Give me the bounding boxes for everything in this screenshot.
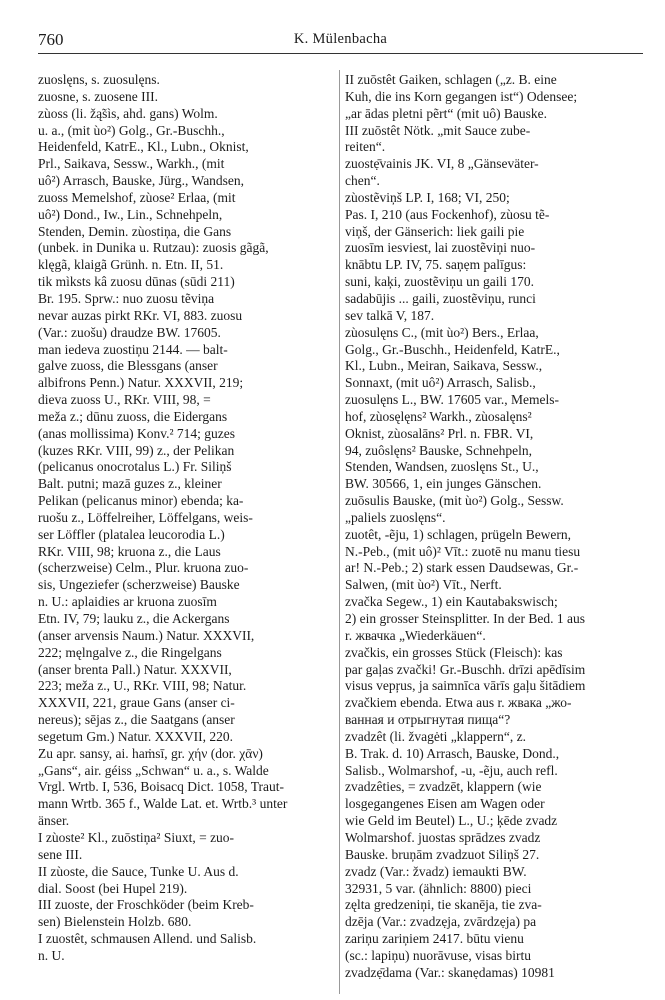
dictionary-entry: zuōsulis Bauske, (mit ùo²) Golg., Sessw. „paliels zuoslęns“. <box>345 493 564 525</box>
dictionary-entry: zuoslęns, s. zuosulęns. zuosne, s. zuosene III. zùoss (li. žą̃sìs, ahd. gans) Wolm. u. a., (mit ùo²) Golg., Gr.-Buschh., Heidenfeld, KatrE., Kl., Lubn., Oknist, Prl., Saikava, Sessw., Warkh., (mit uô²) Arrasch, Bauske, Jürg., Wandsen, zuoss Memelshof, zùose² Erlaa, (mit uô²) Dond., Iw., Lin., Schnehpeln, Stenden, Demin. zùostiņa, die Gans (unbek. in Dunika u. Rutzau): zuosis gãgã, klęgã, klaigã Grünh. n. Etn. II, 51. tik mìksts kâ zuosu dūnas (sūdi 211) Br. 195. Sprw.: nuo zuosu tẽviņa nevar auzas pirkt RKr. VI, 883. zuosu (Var.: zuošu) draudze BW. 17605. man iedeva zuostiņu 2144. — balt- galve zuoss, die Blessgans (anser albifrons Penn.) Natur. XXXVII, 219; dieva zuoss U., RKr. VIII, 98, = meža z.; dūnu zuoss, die Eidergans (anas mollissima) Konv.² 714; guzes (kuzes RKr. VIII, 99) z., der Pelikan (pelicanus onocrotalus L.) Fr. Siliņš Balt. putni; mazā guzes z., kleiner Pelikan (pelicanus minor) ebenda; ka- ruošu z., Löffelreiher, Löffelgans, weis- ser Löffler (platalea leucorodia L.) RKr. VIII, 98; kruona z., die Laus (scherzweise) Celm., Plur. kruona zuo- sis, Ungeziefer (scherzweise) Bauske n. U.: aplaidies ar kruona zuosīm Etn. IV, 79; lauku z., die Ackergans (anser arvensis Naum.) Natur. XXXVII, 222; męlngalve z., die Ringelgans (anser brenta Pall.) Natur. XXXVII, 223; meža z., U., RKr. VIII, 98; Natur. XXXVII, 221, graue Gans (anser ci- nereus); sējas z., die Saatgans (anser segetum Gm.) Natur. XXXVII, 220. Zu apr. sansy, ai. haṁsī, gr. χήν (dor. χᾱν) „Gans“, air. géiss „Schwan“ u. a., s. Walde Vrgl. Wrtb. I, 536, Boisacq Dict. 1058, Traut- mann Wrtb. 365 f., Walde Lat. et. Wrtb.³ unter änser. <box>38 72 288 829</box>
dictionary-entry: III zuōstêt Nötk. „mit Sauce zube- reiten“. <box>345 122 531 155</box>
column-divider <box>339 70 340 994</box>
header-rule <box>38 53 643 54</box>
left-column <box>38 72 332 965</box>
dictionary-entry: zuotêt, -ẽju, 1) schlagen, prügeln Bewern, N.-Peb., (mit uô)² Vīt.: zuotē nu manu tiesu ar! N.-Peb.; 2) stark essen Daudsewas, Gr.- Salwen, (mit ùo²) Vīt., Nerft. <box>345 526 581 593</box>
dictionary-entry: I zuostêt, schmausen Allend. und Salisb. n. U. <box>38 931 257 963</box>
dictionary-entry: zvačkis, ein grosses Stück (Fleisch): kas par gaļas zvački! Gr.-Buschh. drīzi apēdīsim visus vepŗus, ja saimnīca vārīs gaļu šitādiem zvačkiem ebenda. Etwa aus r. жвака „жо- ванная и отрыгнутая пища“? <box>345 644 586 728</box>
dictionary-entry: III zuoste, der Froschköder (beim Kreb- sen) Bielenstein Holzb. 680. <box>38 897 254 930</box>
page-header <box>38 30 643 52</box>
dictionary-entry: zùosulęns C., (mit ùo²) Bers., Erlaa, Golg., Gr.-Buschh., Heidenfeld, KatrE., Kl., Lubn., Meiran, Saikava, Sessw., Sonnaxt, (mit uô²) Arrasch, Salisb., zuosulęns L., BW. 17605 var., Memels- hof, zùosęlęns² Warkh., zùosalęns² Oknist, zùosalāns² Prl. n. FBR. VI, 94, zuôslęns² Bauske, Schnehpeln, Stenden, Wandsen, zuoslęns St., U., BW. 30566, 1, ein junges Gänschen. <box>345 324 560 492</box>
dictionary-entry: zùostẽviņš LP. I, 168; VI, 250; Pas. I, 210 (aus Fockenhof), zùosu tẽ- viņš, der Gänserich: liek gaili pie zuosīm iesviest, lai zuostẽviņi nuo- knābtu LP. IV, 75. saņẹm palīgus: suni, kaķi, zuostẽviņu un gaili 170. sadabūjis ... gaili, zuostẽviņu, runci sev talkā V, 187. <box>345 189 550 323</box>
dictionary-entry: II zùoste, die Sauce, Tunke U. Aus d. dial. Soost (bei Hupel 219). <box>38 863 239 896</box>
dictionary-entry: II zuōstêt Gaiken, schlagen („z. B. eine Kuh, die ins Korn gegangen ist“) Odensee; „ar ādas pletni pẽrt“ (mit uô) Bauske. <box>345 72 578 121</box>
right-column <box>345 72 637 982</box>
dictionary-entry: zuostẹ̄vainis JK. VI, 8 „Gänseväter- chen“. <box>345 156 539 189</box>
dictionary-entry: I zùoste² Kl., zuōstiņa² Siuxt, = zuo- sene III. <box>38 829 235 862</box>
dictionary-entry: zvačka Segew., 1) ein Kautabakswisch; 2) ein grosser Steinsplitter. In der Bed. 1 aus r. жвачка „Wiederkäuen“. <box>345 594 585 643</box>
page-number: 760 <box>38 30 64 49</box>
dictionary-entry: zvadzêt (li. žvagėti „klappern“, z. B. Trak. d. 10) Arrasch, Bauske, Dond., Salisb., Wolmarshof, -u, -ẽju, auch refl. zvadzêties, = zvadzēt, klappern (wie losgegangenes Eisen am Wagen oder wie Geld im Beutel) L., U.; ķēde zvadz Wolmarshof. juostas sprādzes zvadz Bauske. bruņām zvadzuot Siliņš 27. zvadz (Var.: žvadz) iemaukti BW. 32931, 5 var. (ähnlich: 8800) pieci zęlta gredzeniņi, tie skanēja, tie zva- dzēja (Var.: zvadzẹja, zvārdzẹja) pa zariņu zariņiem 2417. būtu vienu (sc.: lapiņu) nuorāvuse, visas birtu zvadzẹ̄dama (Var.: skanẹdamas) 10981 <box>345 728 560 980</box>
running-title: K. Mülenbacha <box>293 31 388 47</box>
